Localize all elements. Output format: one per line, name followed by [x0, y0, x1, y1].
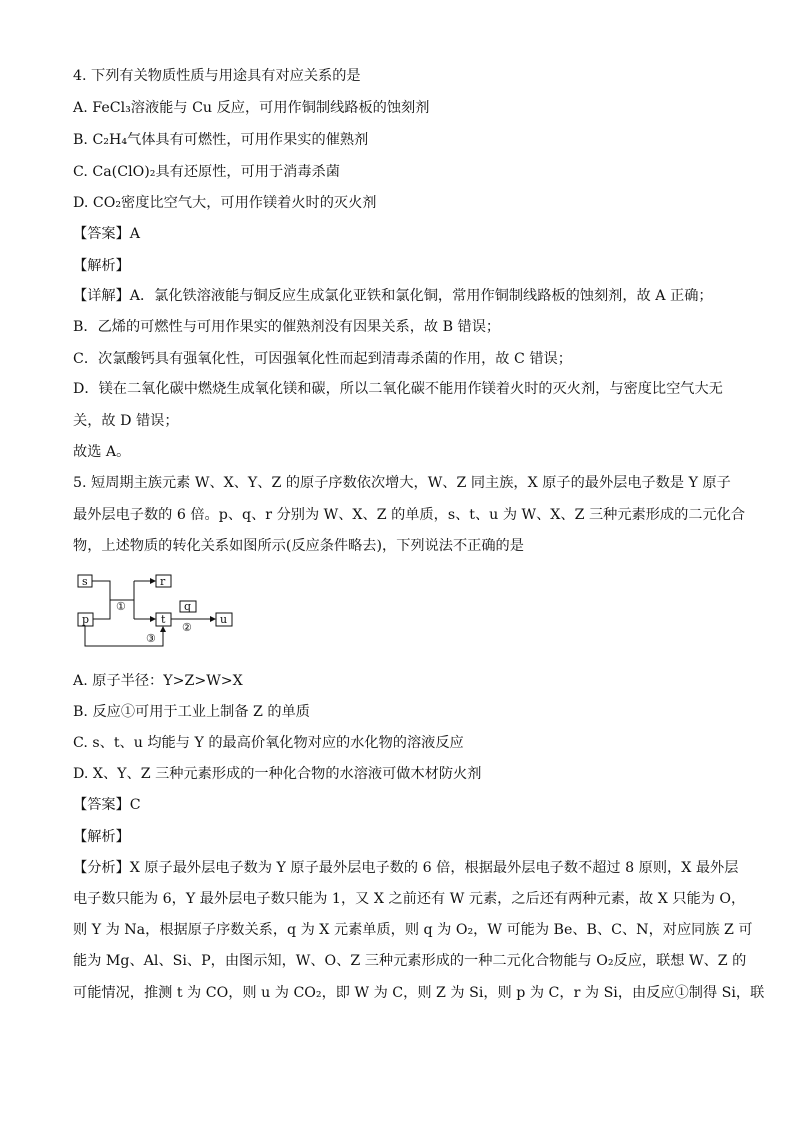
- q4-option-a: A. FeCl₃溶液能与 Cu 反应，可用作铜制线路板的蚀刻剂: [73, 100, 430, 116]
- label-s: s: [82, 575, 88, 588]
- q5-option-c: C. s、t、u 均能与 Y 的最高价氧化物对应的水化物的溶液反应: [73, 735, 464, 751]
- label-u: u: [220, 613, 228, 626]
- q4-detail-2: B．乙烯的可燃性与可用作果实的催熟剂没有因果关系，故 B 错误；: [73, 319, 501, 335]
- q4-option-d: D. CO₂密度比空气大，可用作镁着火时的灭火剂: [73, 195, 377, 211]
- q5-analysis-4: 能为 Mg、Al、Si、P，由图示知，W、O、Z 三种元素形成的一种二元化合物能与 O₂反应，联想 W、Z 的: [73, 953, 747, 969]
- link-s-p: [92, 581, 110, 619]
- q4-answer: 【答案】A: [73, 226, 140, 242]
- q5-answer: 【答案】C: [73, 797, 141, 813]
- label-p: p: [82, 613, 90, 626]
- q4-stem: 4. 下列有关物质性质与用途具有对应关系的是: [73, 68, 361, 84]
- label-step-3: ③: [146, 632, 156, 645]
- label-q: q: [184, 600, 192, 613]
- conversion-diagram: [76, 572, 246, 654]
- q4-option-b: B. C₂H₄气体具有可燃性，可用作果实的催熟剂: [73, 132, 369, 148]
- label-step-1: ①: [116, 600, 126, 613]
- q4-detail-3: C．次氯酸钙具有强氧化性，可因强氧化性而起到清毒杀菌的作用，故 C 错误；: [73, 351, 572, 367]
- q5-option-d: D. X、Y、Z 三种元素形成的一种化合物的水溶液可做木材防火剂: [73, 766, 482, 782]
- q4-detail-4: D．镁在二氧化碳中燃烧生成氧化镁和碳，所以二氧化碳不能用作镁着火时的灭火剂，与密度比空气大无: [73, 381, 723, 397]
- q5-analysis-5: 可能情况，推测 t 为 CO，则 u 为 CO₂，即 W 为 C，则 Z 为 Si，则 p 为 C，r 为 Si，由反应①制得 Si，联: [73, 985, 765, 1001]
- q4-analysis-label: 【解析】: [73, 258, 130, 274]
- q5-option-b: B. 反应①可用于工业上制备 Z 的单质: [73, 704, 310, 720]
- q5-option-a: A. 原子半径：Y>Z>W>X: [73, 673, 243, 689]
- label-r: r: [160, 575, 166, 588]
- q4-option-c: C. Ca(ClO)₂具有还原性，可用于消毒杀菌: [73, 164, 340, 180]
- q5-stem-3: 物，上述物质的转化关系如图所示(反应条件略去)，下列说法不正确的是: [73, 538, 524, 554]
- q5-analysis-label: 【解析】: [73, 829, 130, 845]
- q4-conclusion: 故选 A。: [73, 444, 131, 460]
- q4-detail-5: 关，故 D 错误；: [73, 413, 179, 429]
- label-step-2: ②: [182, 621, 192, 634]
- q5-stem-1: 5. 短周期主族元素 W、X、Y、Z 的原子序数依次增大，W、Z 同主族，X 原子的最外层电子数是 Y 原子: [73, 475, 731, 491]
- q4-detail-1: 【详解】A．氯化铁溶液能与铜反应生成氯化亚铁和氯化铜，常用作铜制线路板的蚀刻剂，故 A 正确；: [73, 288, 713, 304]
- q5-stem-2: 最外层电子数的 6 倍。p、q、r 分别为 W、X、Z 的单质，s、t、u 为 W、X、Z 三种元素形成的二元化合: [73, 507, 746, 523]
- label-t: t: [161, 613, 166, 626]
- q5-analysis-2: 电子数只能为 6，Y 最外层电子数只能为 1，又 X 之前还有 W 元素，之后还有两种元素，故 X 只能为 O，: [73, 891, 746, 907]
- q5-analysis-1: 【分析】X 原子最外层电子数为 Y 原子最外层电子数的 6 倍，根据最外层电子数不超过 8 原则，X 最外层: [73, 860, 739, 876]
- q5-analysis-3: 则 Y 为 Na，根据原子序数关系，q 为 X 元素单质，则 q 为 O₂，W 可能为 Be、B、C、N，对应同族 Z 可: [73, 922, 753, 938]
